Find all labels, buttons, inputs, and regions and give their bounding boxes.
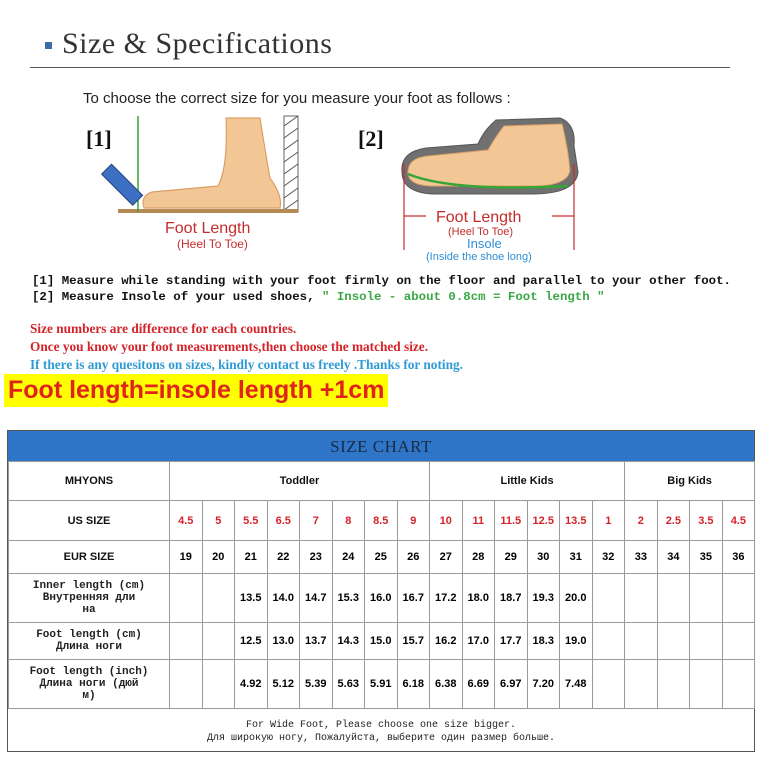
size-cell	[625, 574, 658, 623]
foot-length-cm-row	[9, 623, 755, 660]
size-cell: 8	[332, 501, 365, 541]
row-label	[9, 574, 170, 623]
size-cell: 26	[397, 541, 430, 574]
size-cell: 16.2	[430, 623, 463, 660]
size-cell: 5.63	[332, 660, 365, 709]
warning-line-1: Size numbers are difference for each countries.	[30, 321, 297, 336]
size-cell: 16.7	[397, 574, 430, 623]
row-label-line: Внутренняя дли	[42, 592, 136, 604]
foot-measure-illustration	[100, 112, 310, 257]
size-cell: 2	[625, 501, 658, 541]
size-cell: 6.5	[267, 501, 300, 541]
size-cell	[657, 623, 690, 660]
size-cell: 28	[462, 541, 495, 574]
us-size-row	[9, 501, 755, 541]
size-cell: 17.0	[462, 623, 495, 660]
size-cell	[202, 574, 235, 623]
size-cell: 20	[202, 541, 235, 574]
size-cell: 15.7	[397, 623, 430, 660]
wide-foot-note	[8, 719, 754, 745]
size-cell: 15.0	[365, 623, 398, 660]
note-2	[32, 290, 605, 304]
size-cell: 24	[332, 541, 365, 574]
size-cell: 31	[560, 541, 593, 574]
row-label: US SIZE	[9, 501, 170, 541]
size-cell: 1	[592, 501, 625, 541]
brand-cell: MHYONS	[9, 462, 170, 501]
size-cell: 4.92	[235, 660, 268, 709]
size-cell: 2.5	[657, 501, 690, 541]
size-cell: 3.5	[690, 501, 723, 541]
size-cell: 19	[170, 541, 203, 574]
insole-label: Insole	[467, 236, 502, 251]
size-cell	[690, 660, 723, 709]
size-cell: 13.0	[267, 623, 300, 660]
group-big-kids: Big Kids	[625, 462, 755, 501]
size-cell: 11	[462, 501, 495, 541]
group-little-kids: Little Kids	[430, 462, 625, 501]
insole-sublabel: (Inside the shoe long)	[426, 251, 532, 263]
warning-line-2: Once you know your foot measurements,then choose the matched size.	[30, 339, 429, 354]
fig1-subcaption: (Heel To Toe)	[177, 237, 248, 251]
inner-length-row	[9, 574, 755, 623]
size-cell: 7.48	[560, 660, 593, 709]
size-table	[8, 461, 755, 709]
size-cell: 4.5	[722, 501, 755, 541]
fig2-subcaption: (Heel To Toe)	[448, 226, 514, 238]
group-toddler: Toddler	[170, 462, 430, 501]
size-cell: 8.5	[365, 501, 398, 541]
wide-foot-note-en: For Wide Foot, Please choose one size bigger.	[245, 720, 517, 731]
wide-foot-note-ru: Для широкую ногу, Пожалуйста, выберите один размер больше.	[206, 733, 556, 744]
note-1: [1] Measure while standing with your foot firmly on the floor and parallel to your other foot.	[32, 274, 731, 288]
contact-note: If there is any quesitons on sizes, kindly contact us freely .Thanks for noting.	[30, 357, 463, 372]
row-label-line: Длина ноги (дюй	[39, 678, 139, 690]
size-cell	[592, 623, 625, 660]
page-title: Size & Specifications	[62, 27, 333, 60]
size-cell: 29	[495, 541, 528, 574]
size-cell: 9	[397, 501, 430, 541]
figure-2-label: [2]	[358, 126, 384, 151]
size-cell: 19.0	[560, 623, 593, 660]
size-cell	[722, 623, 755, 660]
size-cell: 18.7	[495, 574, 528, 623]
size-cell: 5	[202, 501, 235, 541]
size-cell: 32	[592, 541, 625, 574]
size-cell	[170, 574, 203, 623]
row-label-line: на	[82, 604, 96, 616]
size-cell: 15.3	[332, 574, 365, 623]
size-chart	[7, 430, 755, 752]
size-cell	[690, 574, 723, 623]
row-label-line: Inner length (cm)	[32, 580, 146, 592]
section-bullet	[45, 42, 52, 49]
size-cell: 30	[527, 541, 560, 574]
size-cell	[202, 660, 235, 709]
row-label	[9, 660, 170, 709]
row-label-line: м)	[82, 690, 96, 702]
group-header-row	[9, 462, 755, 501]
size-cell: 5.39	[300, 660, 333, 709]
fig1-caption: Foot Length	[165, 220, 251, 237]
row-label-line: Длина ноги	[55, 641, 122, 653]
size-cell: 5.91	[365, 660, 398, 709]
size-cell	[722, 574, 755, 623]
size-cell: 12.5	[235, 623, 268, 660]
size-cell	[170, 660, 203, 709]
size-cell: 10	[430, 501, 463, 541]
size-cell: 17.2	[430, 574, 463, 623]
size-cell: 11.5	[495, 501, 528, 541]
insole-measure-illustration	[392, 112, 592, 267]
row-label-line: Foot length (cm)	[36, 629, 142, 641]
size-cell: 16.0	[365, 574, 398, 623]
size-cell	[690, 623, 723, 660]
size-cell: 35	[690, 541, 723, 574]
size-cell: 6.97	[495, 660, 528, 709]
size-cell: 27	[430, 541, 463, 574]
size-cell	[625, 660, 658, 709]
note-2-highlight: " Insole - about 0.8cm = Foot length "	[322, 290, 605, 304]
size-cell: 22	[267, 541, 300, 574]
size-cell: 5.5	[235, 501, 268, 541]
size-cell: 36	[722, 541, 755, 574]
size-cell: 5.12	[267, 660, 300, 709]
size-cell	[592, 660, 625, 709]
figure-1-label: [1]	[86, 126, 112, 151]
size-cell: 19.3	[527, 574, 560, 623]
foot-length-inch-row	[9, 660, 755, 709]
size-cell: 13.5	[560, 501, 593, 541]
size-cell: 14.3	[332, 623, 365, 660]
size-cell: 7.20	[527, 660, 560, 709]
size-cell	[657, 574, 690, 623]
eur-size-row	[9, 541, 755, 574]
size-cell: 25	[365, 541, 398, 574]
row-label	[9, 623, 170, 660]
size-cell	[592, 574, 625, 623]
fig2-caption: Foot Length	[436, 209, 522, 226]
size-cell	[202, 623, 235, 660]
size-cell: 17.7	[495, 623, 528, 660]
size-cell: 12.5	[527, 501, 560, 541]
size-chart-title: SIZE CHART	[8, 431, 754, 461]
size-cell: 6.69	[462, 660, 495, 709]
size-cell: 20.0	[560, 574, 593, 623]
row-label: EUR SIZE	[9, 541, 170, 574]
size-cell: 14.0	[267, 574, 300, 623]
size-cell: 21	[235, 541, 268, 574]
size-cell: 14.7	[300, 574, 333, 623]
size-cell	[170, 623, 203, 660]
size-cell	[657, 660, 690, 709]
size-cell: 18.3	[527, 623, 560, 660]
size-cell: 13.7	[300, 623, 333, 660]
title-divider	[30, 67, 730, 68]
size-cell	[722, 660, 755, 709]
size-cell: 4.5	[170, 501, 203, 541]
size-cell: 33	[625, 541, 658, 574]
size-cell: 7	[300, 501, 333, 541]
row-label-line: Foot length (inch)	[29, 666, 149, 678]
size-cell: 34	[657, 541, 690, 574]
size-cell: 6.18	[397, 660, 430, 709]
note-2-text: [2] Measure Insole of your used shoes,	[32, 290, 322, 304]
size-cell: 23	[300, 541, 333, 574]
measure-instructions: To choose the correct size for you measure your foot as follows :	[83, 90, 511, 107]
size-cell: 13.5	[235, 574, 268, 623]
size-cell	[625, 623, 658, 660]
size-cell: 18.0	[462, 574, 495, 623]
foot-length-banner: Foot length=insole length +1cm	[4, 374, 388, 407]
size-cell: 6.38	[430, 660, 463, 709]
ruler-icon	[102, 164, 143, 205]
